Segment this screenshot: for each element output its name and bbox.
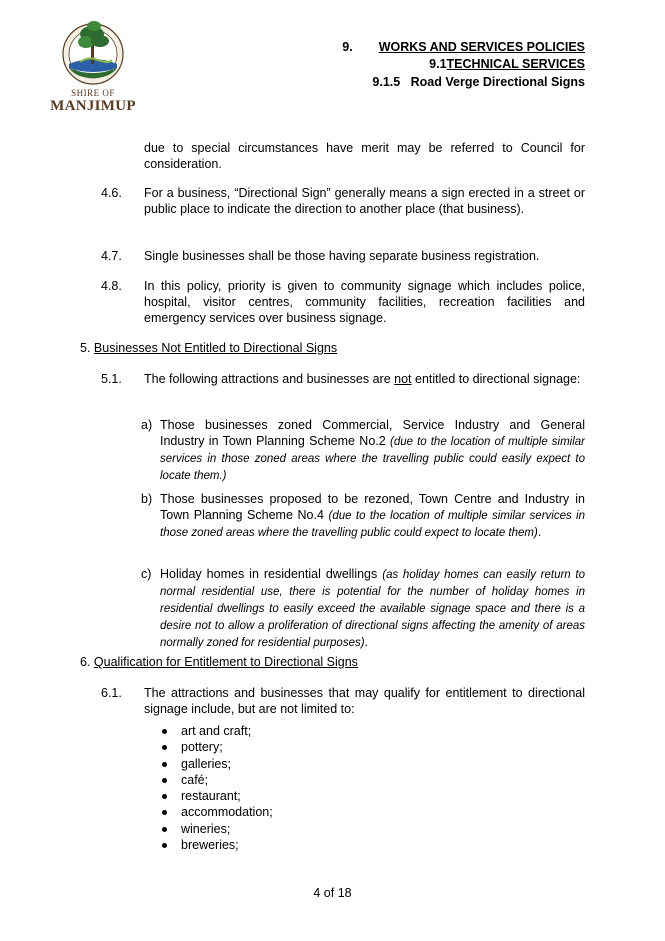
logo-name-text: MANJIMUP: [50, 98, 136, 114]
item-label: a): [141, 418, 153, 432]
item-text: Those businesses zoned Commercial, Service Industry and General Industry in Town Planning Scheme No.2: [160, 418, 585, 448]
item-note: (as holiday homes can easily return to normal residential use, there is potential for the number of holiday homes in residential dwellings to easily exceed the available signage space and there is a desire not to allow a proliferation of directional signs affecting the amenity of areas normally zoned for residential purposes): [160, 569, 585, 649]
clause-text-part: The following attractions and businesses are: [144, 372, 395, 386]
heading-title: Businesses Not Entitled to Directional Signs: [93, 341, 338, 355]
heading-number: 6.: [80, 655, 91, 669]
logo-shire-text: SHIRE OF: [71, 88, 115, 98]
list-item: wineries;: [160, 821, 273, 837]
bullet-icon: [162, 729, 167, 734]
bullet-icon: [162, 843, 167, 848]
page-number: 4 of 18: [313, 886, 352, 900]
item-note: (due to the location of multiple similar services in those zoned areas where the travelling public could easily expect to locate them.): [160, 436, 585, 482]
shire-logo: [50, 16, 136, 118]
emphasis-not: not: [394, 372, 412, 386]
item-text-end: .: [364, 635, 369, 649]
bullet-icon: [162, 745, 167, 750]
item-c-text: [160, 566, 585, 651]
clause-number: 6.1.: [101, 686, 122, 700]
entitlement-list: [160, 723, 273, 853]
bullet-icon: [162, 827, 167, 832]
policy-heading: 9.1.5 Road Verge Directional Signs: [372, 75, 585, 89]
bullet-icon: [162, 762, 167, 767]
clause-text-part: entitled to directional signage:: [411, 372, 581, 386]
section-5-heading: [80, 340, 337, 356]
section-6-heading: [80, 654, 358, 670]
list-item: galleries;: [160, 756, 273, 772]
heading-title: Qualification for Entitlement to Directional Signs: [93, 655, 358, 669]
item-label: b): [141, 492, 153, 506]
clause-number: 5.1.: [101, 372, 122, 386]
bullet-icon: [162, 778, 167, 783]
section-heading: [342, 40, 585, 54]
clause-number: 4.6.: [101, 186, 122, 200]
item-text: Those businesses proposed to be rezoned, Town Centre and Industry in Town Planning Scheme No.4: [160, 492, 585, 522]
section-number: 9.: [342, 40, 353, 54]
item-b-text: [160, 491, 585, 541]
clause-4-8-text: In this policy, priority is given to community signage which includes police, hospital, visitor centres, community facilities, recreation facilities and emergency services over business signage.: [144, 279, 585, 325]
list-item: art and craft;: [160, 723, 273, 739]
bullet-icon: [162, 810, 167, 815]
list-item: pottery;: [160, 739, 273, 755]
section-title: WORKS AND SERVICES POLICIES: [378, 40, 585, 54]
continued-paragraph: due to special circumstances have merit may be referred to Council for consideration.: [144, 141, 585, 171]
item-label: c): [141, 567, 152, 581]
clause-6-1-text: The attractions and businesses that may qualify for entitlement to directional signage include, but are not limited to:: [144, 686, 585, 716]
item-a-text: [160, 417, 585, 484]
subsection-number: 9.1: [429, 57, 447, 71]
bullet-icon: [162, 794, 167, 799]
item-note: (due to the location of multiple similar services in those zoned areas where the travelling public could expect to locate them): [160, 510, 586, 539]
clause-5-1-text: [144, 371, 585, 387]
list-item: café;: [160, 772, 273, 788]
heading-number: 5.: [80, 341, 91, 355]
subsection-heading: [429, 57, 585, 71]
shire-emblem-icon: [50, 16, 136, 90]
clause-number: 4.8.: [101, 279, 122, 293]
list-item: breweries;: [160, 837, 273, 853]
item-text-end: .: [537, 525, 542, 539]
clause-number: 4.7.: [101, 249, 122, 263]
subsection-title: TECHNICAL SERVICES: [446, 57, 585, 71]
item-text: Holiday homes in residential dwellings: [160, 567, 383, 581]
list-item: accommodation;: [160, 804, 273, 820]
clause-4-7-text: Single businesses shall be those having separate business registration.: [144, 249, 540, 263]
list-item: restaurant;: [160, 788, 273, 804]
clause-4-6-text: For a business, “Directional Sign” generally means a sign erected in a street or public place to indicate the direction to another place (that business).: [144, 186, 585, 216]
